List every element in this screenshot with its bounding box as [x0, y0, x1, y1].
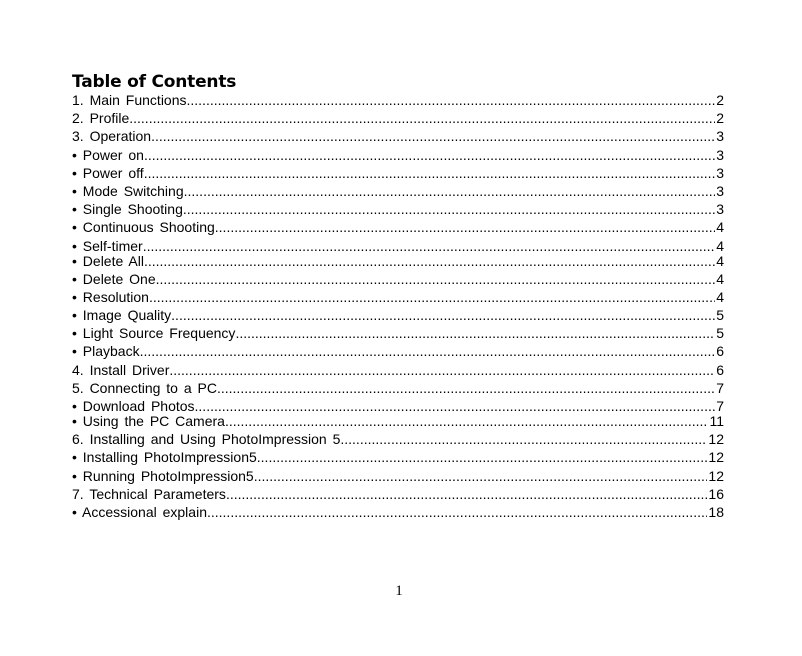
toc-entry-page: 4 [716, 288, 724, 305]
toc-dot-leader [184, 182, 716, 200]
toc-dot-leader [187, 91, 716, 109]
toc-entry [72, 218, 724, 236]
toc-dot-leader [144, 252, 715, 270]
toc-entry-page: 3 [716, 182, 724, 199]
toc-entry-label: • Installing PhotoImpression5 [72, 449, 257, 466]
toc-entry-page: 11 [709, 413, 724, 429]
toc-entry-page: 3 [716, 164, 724, 181]
toc-entry-page: 4 [716, 237, 724, 252]
toc-dot-leader [183, 200, 715, 218]
toc-entry-label: • Single Shooting [72, 201, 183, 218]
toc-entry-page: 3 [716, 128, 724, 145]
toc-entry [72, 306, 724, 324]
toc-entry [72, 252, 724, 270]
toc-entry-label: 5. Connecting to a PC [72, 379, 217, 396]
toc-dot-leader [156, 270, 716, 288]
toc-dot-leader [225, 412, 708, 430]
toc-entry-label: 4. Install Driver [72, 361, 170, 378]
toc-entry-page: 5 [716, 307, 724, 324]
toc-entry-page: 2 [716, 92, 724, 108]
toc-entry-page: 2 [716, 110, 724, 127]
toc-entry-page: 12 [708, 467, 724, 484]
toc-dot-leader [235, 324, 715, 342]
toc-entry-label: • Image Quality [72, 307, 172, 324]
toc-entry-label: • Light Source Frequency [72, 325, 236, 342]
toc-entry-label: • Power off [72, 164, 144, 181]
toc-entry-page: 7 [716, 398, 724, 412]
toc-entry-label: 3. Operation [72, 128, 152, 145]
toc-entry [72, 412, 724, 430]
toc-entry-label: 2. Profile [72, 110, 130, 127]
toc-dot-leader [226, 485, 707, 503]
toc-entry-page: 4 [716, 252, 724, 269]
toc-dot-leader [215, 218, 715, 236]
toc-title: Table of Contents [72, 72, 237, 92]
toc-dot-leader [195, 397, 716, 412]
toc-entry-page: 5 [716, 325, 724, 342]
toc-entry [72, 397, 724, 412]
toc-list [72, 91, 724, 521]
toc-dot-leader [129, 109, 715, 127]
toc-entry-label: • Accessional explain [72, 503, 207, 520]
toc-entry [72, 164, 724, 182]
toc-entry-label: 1. Main Functions [72, 92, 187, 108]
toc-entry-page: 6 [716, 361, 724, 378]
toc-dot-leader [151, 127, 715, 145]
toc-entry [72, 270, 724, 288]
toc-entry [72, 448, 724, 466]
toc-entry-label: • Mode Switching [72, 182, 184, 199]
toc-dot-leader [171, 306, 715, 324]
toc-entry [72, 109, 724, 127]
toc-entry-label: • Resolution [72, 288, 149, 305]
toc-entry [72, 430, 724, 448]
toc-dot-leader [257, 448, 708, 466]
toc-entry-label: • Using the PC Camera [72, 413, 225, 429]
toc-entry-page: 3 [716, 146, 724, 163]
toc-entry-label: 6. Installing and Using PhotoImpression 5 [72, 431, 341, 448]
toc-entry-label: • Delete All [72, 252, 144, 269]
toc-entry-page: 12 [708, 431, 724, 448]
toc-entry [72, 200, 724, 218]
toc-dot-leader [144, 164, 716, 182]
toc-entry [72, 503, 724, 521]
toc-entry [72, 467, 724, 485]
toc-entry [72, 361, 724, 379]
toc-entry-label: • Download Photos [72, 398, 195, 412]
toc-entry [72, 146, 724, 164]
toc-dot-leader [140, 342, 716, 360]
toc-entry-page: 4 [716, 219, 724, 236]
toc-entry [72, 379, 724, 397]
toc-entry [72, 342, 724, 360]
toc-entry-label: • Playback [72, 343, 140, 360]
toc-entry-page: 18 [708, 503, 724, 520]
toc-entry [72, 288, 724, 306]
toc-entry-label: • Continuous Shooting [72, 219, 215, 236]
toc-dot-leader [254, 467, 708, 485]
toc-entry-label: • Self-timer [72, 237, 143, 252]
toc-entry-page: 16 [708, 485, 724, 502]
toc-entry [72, 237, 724, 252]
toc-dot-leader [149, 288, 715, 306]
toc-entry-page: 6 [716, 343, 724, 360]
toc-dot-leader [207, 503, 707, 521]
toc-dot-leader [340, 430, 707, 448]
toc-entry-page: 7 [716, 379, 724, 396]
toc-entry [72, 91, 724, 109]
toc-entry-label: • Power on [72, 146, 144, 163]
toc-entry [72, 182, 724, 200]
toc-entry-label: • Delete One [72, 270, 156, 287]
toc-entry-page: 4 [716, 270, 724, 287]
toc-entry [72, 485, 724, 503]
toc-entry-label: 7. Technical Parameters [72, 485, 226, 502]
toc-dot-leader [169, 361, 715, 379]
toc-entry-label: • Running PhotoImpression5 [72, 467, 254, 484]
toc-dot-leader [143, 237, 716, 252]
toc-dot-leader [217, 379, 715, 397]
toc-entry-page: 3 [716, 201, 724, 218]
page-number: 1 [395, 583, 403, 599]
toc-dot-leader [144, 146, 715, 164]
toc-entry [72, 324, 724, 342]
toc-entry-page: 12 [708, 449, 724, 466]
toc-entry [72, 127, 724, 145]
